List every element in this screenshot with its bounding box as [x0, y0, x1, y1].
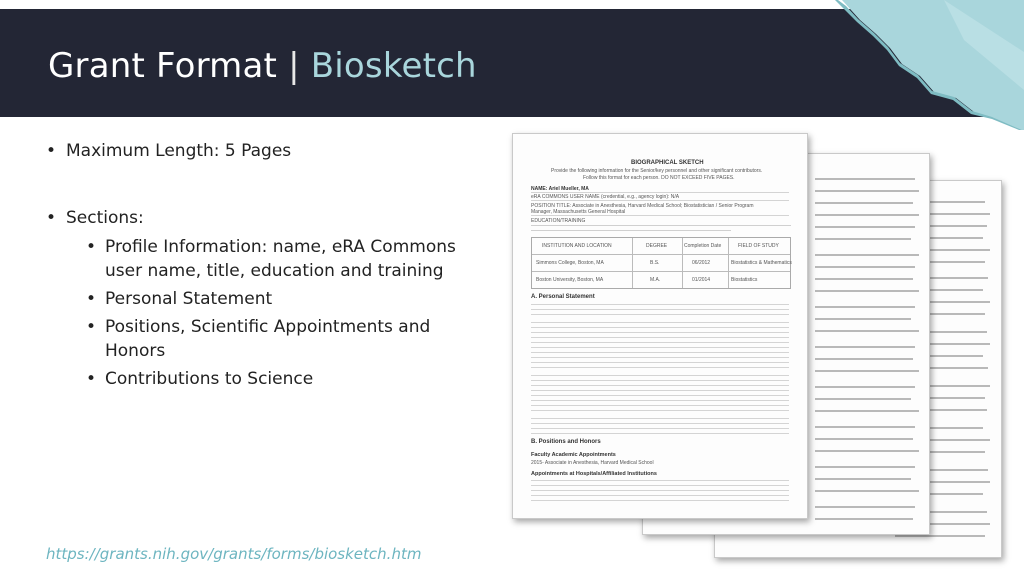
bullet-dot-icon: •: [86, 317, 97, 337]
doc-position-2: Manager, Massachusetts General Hospital: [531, 209, 626, 215]
sub-bullet-positions: • Positions, Scientific Appointments and Honors: [86, 317, 431, 361]
doc-instructions: Provide the following information for the Senior/key personnel and other significant contributors.: [551, 168, 763, 174]
doc-faculty: Faculty Academic Appointments: [531, 452, 616, 458]
sub-bullet-personal-statement: • Personal Statement: [86, 289, 273, 309]
bullet-dot-icon: •: [86, 289, 97, 309]
doc-education: EDUCATION/TRAINING: [531, 218, 586, 224]
title-main: Grant Format: [48, 46, 278, 86]
title-accent: Biosketch: [310, 46, 477, 86]
doc-heading: BIOGRAPHICAL SKETCH: [631, 160, 704, 166]
education-table: INSTITUTION AND LOCATION DEGREE Completion Date FIELD OF STUDY Simmons College, Boston, MA B.S. 06/2012 Biostatistics & Mathematics Boston University, Boston, MA M.A. 01/2014 Biostatistics: [531, 237, 791, 289]
bullet-max-length: • Maximum Length: 5 Pages: [46, 141, 292, 161]
bullet-dot-icon: •: [86, 369, 97, 389]
doc-section-a: A. Personal Statement: [531, 294, 595, 300]
doc-appointment: 2015- Associate in Anesthesia, Harvard Medical School: [531, 460, 654, 466]
doc-section-b: B. Positions and Honors: [531, 439, 601, 445]
biosketch-url-link[interactable]: https://grants.nih.gov/grants/forms/biosketch.htm: [46, 545, 422, 563]
doc-instructions-2: Follow this format for each person. DO NOT EXCEED FIVE PAGES.: [583, 175, 735, 181]
bullet-dot-icon: •: [46, 141, 57, 161]
torn-paper-decoration: [824, 0, 1024, 130]
bullet-sections: • Sections:: [46, 208, 144, 228]
biosketch-page-1: [512, 133, 808, 519]
sub-bullet-contributions: • Contributions to Science: [86, 369, 314, 389]
title-separator: |: [277, 46, 311, 86]
doc-name: NAME: Ariel Mueller, MA: [531, 186, 589, 192]
doc-era: eRA COMMONS USER NAME (credential, e.g., agency login): N/A: [531, 194, 680, 200]
bullet-dot-icon: •: [86, 237, 97, 257]
doc-hospital: Appointments at Hospitals/Affiliated Institutions: [531, 471, 657, 477]
sub-bullet-profile: • Profile Information: name, eRA Commons user name, title, education and training: [86, 237, 456, 281]
slide-title: [48, 46, 477, 86]
doc-position: POSITION TITLE: Associate in Anesthesia, Harvard Medical School; Biostatistician / Senior Program: [531, 203, 754, 209]
bullet-dot-icon: •: [46, 208, 57, 228]
